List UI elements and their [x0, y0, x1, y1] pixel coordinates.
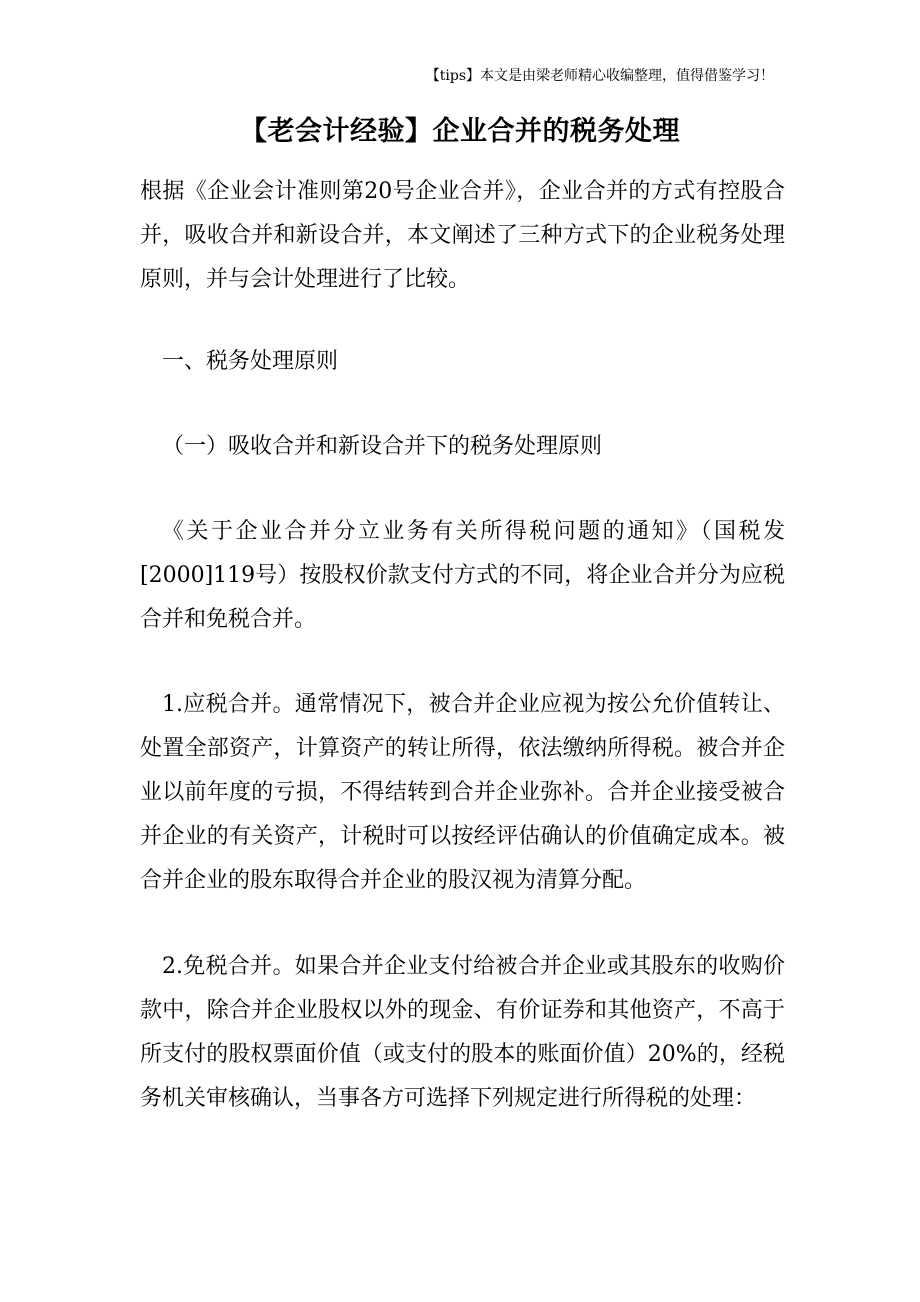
- subsection-heading-merger-principles: （一）吸收合并和新设合并下的税务处理原则: [162, 434, 603, 459]
- section-heading-tax-principles: 一、税务处理原则: [162, 349, 339, 374]
- document-title: 【老会计经验】企业合并的税务处理: [240, 116, 680, 147]
- taxable-merger-paragraph: 1.应税合并。通常情况下，被合并企业应视为按公允价值转让、处置全部资产，计算资产的转让所得，依法缴纳所得税。被合并企业以前年度的亏损，不得结转到合并企业弥补。合并企业接受被合并企业的有关资产，计税时可以按经评估确认的价值确定成本。被合并企业的股东取得合并企业的股汉视为清算分配。: [140, 692, 785, 893]
- intro-paragraph: 根据《企业会计准则第20号企业合并》，企业合并的方式有控股合并，吸收合并和新设合并，本文阐述了三种方式下的企业税务处理原则，并与会计处理进行了比较。: [140, 179, 785, 292]
- notice-paragraph: 《关于企业合并分立业务有关所得税问题的通知》（国税发[2000]119号）按股权价款支付方式的不同，将企业合并分为应税合并和免税合并。: [140, 519, 785, 632]
- tax-free-merger-paragraph: 2.免税合并。如果合并企业支付给被合并企业或其股东的收购价款中，除合并企业股权以外的现金、有价证券和其他资产，不高于所支付的股权票面价值（或支付的股本的账面价值）20%的，经税务机关审核确认，当事各方可选择下列规定进行所得税的处理：: [140, 954, 785, 1111]
- header-tip: 【tips】本文是由梁老师精心收编整理，值得借鉴学习！: [425, 68, 774, 84]
